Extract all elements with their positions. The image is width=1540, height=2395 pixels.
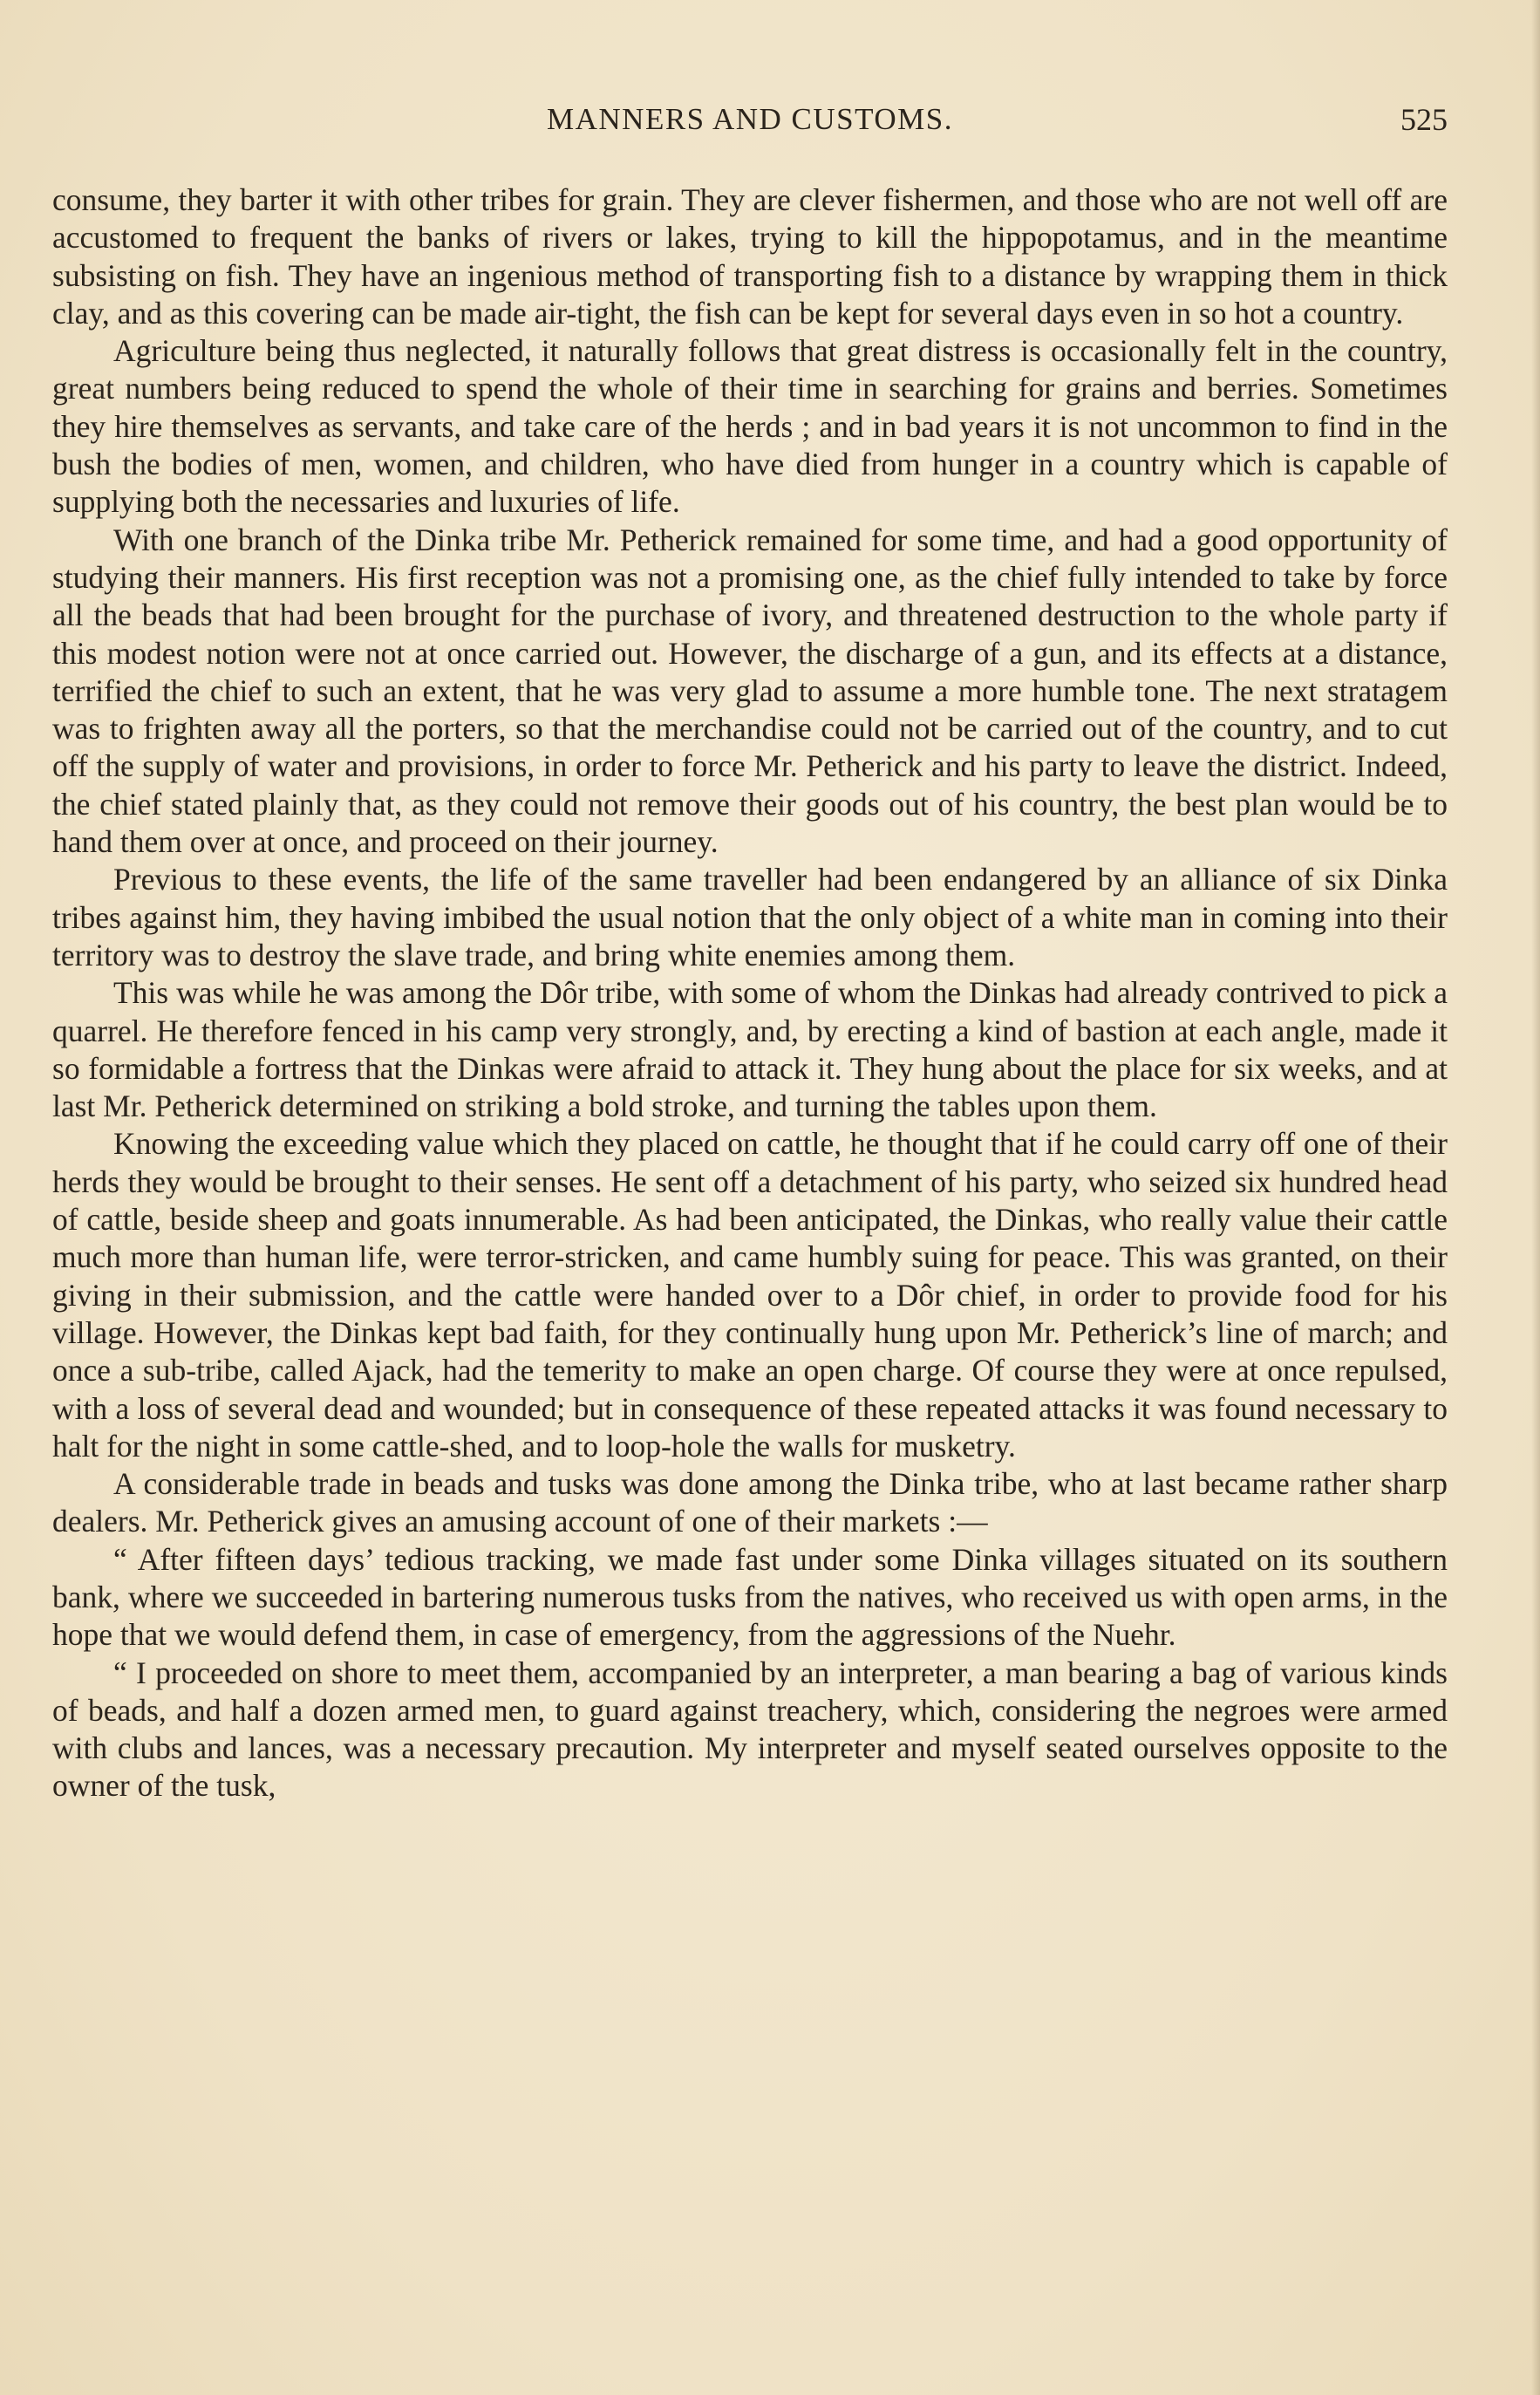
paragraph: Agriculture being thus neglected, it naturally follows that great distress is occasionally felt in the country, great numbers being reduced to spend the whole of their time in searching for grains and berries. Sometimes they hire themselves as servants, and take care of the herds ; and in bad years it is not uncommon to find in the bush the bodies of men, women, and children, who have died from hunger in a country which is capable of supplying both the necessaries and luxuries of life.: [52, 333, 1448, 520]
page-number: 525: [1400, 102, 1448, 137]
running-title: MANNERS AND CUSTOMS.: [547, 102, 953, 136]
paragraph-continuation: consume, they barter it with other tribes for grain. They are clever fishermen, and those who are not well off are accustomed to frequent the banks of rivers or lakes, trying to kill the hippopotamus, and in the meantime subsisting on fish. They have an ingenious method of transporting fish to a distance by wrapping them in thick clay, and as this covering can be made air-tight, the fish can be kept for several days even in so hot a country.: [52, 182, 1448, 331]
paragraph: With one branch of the Dinka tribe Mr. Petherick remained for some time, and had a good opportunity of studying their manners. His first reception was not a promising one, as the chief fully intended to take by force all the beads that had been brought for the purchase of ivory, and threatened destruction to the whole party if this modest notion were not at once carried out. However, the discharge of a gun, and its effects at a distance, terrified the chief to such an extent, that he was very glad to assume a more humble tone. The next stratagem was to frighten away all the porters, so that the merchandise could not be carried out of the country, and to cut off the supply of water and provisions, in order to force Mr. Petherick and his party to leave the district. Indeed, the chief stated plainly that, as they could not remove their goods out of his country, the best plan would be to hand them over at once, and proceed on their journey.: [52, 522, 1448, 860]
paragraph: A considerable trade in beads and tusks was done among the Dinka tribe, who at last became rather sharp dealers. Mr. Petherick gives an amusing account of one of their markets :—: [52, 1466, 1448, 1539]
paragraph: Knowing the exceeding value which they placed on cattle, he thought that if he could carry off one of their herds they would be brought to their senses. He sent off a detachment of his party, who seized six hundred head of cattle, beside sheep and goats innumerable. As had been anticipated, the Dinkas, who really value their cattle much more than human life, were terror-stricken, and came humbly suing for peace. This was granted, on their giving in their submission, and the cattle were handed over to a Dôr chief, in order to provide food for his village. However, the Dinkas kept bad faith, for they continually hung upon Mr. Petherick’s line of march; and once a sub-tribe, called Ajack, had the temerity to make an open charge. Of course they were at once repulsed, with a loss of several dead and wounded; but in consequence of these repeated attacks it was found necessary to halt for the night in some cattle-shed, and to loop-hole the walls for musketry.: [52, 1126, 1448, 1464]
paragraph: Previous to these events, the life of the same traveller had been endangered by an alliance of six Dinka tribes against him, they having imbibed the usual notion that the only object of a white man in coming into their territory was to destroy the slave trade, and bring white enemies among them.: [52, 862, 1448, 972]
body-text: [52, 181, 1448, 1805]
running-head: [52, 98, 1448, 141]
paragraph: This was while he was among the Dôr tribe, with some of whom the Dinkas had already contrived to pick a quarrel. He therefore fenced in his camp very strongly, and, by erecting a kind of bastion at each angle, made it so formidable a fortress that the Dinkas were afraid to attack it. They hung about the place for six weeks, and at last Mr. Petherick determined on striking a bold stroke, and turning the tables upon them.: [52, 975, 1448, 1124]
page-edge-shadow: [1531, 0, 1540, 2395]
quoted-paragraph: “ After fifteen days’ tedious tracking, we made fast under some Dinka villages situated on its southern bank, where we succeeded in bartering numerous tusks from the natives, who received us with open arms, in the hope that we would defend them, in case of emergency, from the aggressions of the Nuehr.: [52, 1541, 1448, 1653]
quoted-paragraph: “ I proceeded on shore to meet them, accompanied by an interpreter, a man bearing a bag of various kinds of beads, and half a dozen armed men, to guard against treachery, which, considering the negroes were armed with clubs and lances, was a necessary precaution. My interpreter and myself seated ourselves opposite to the owner of the tusk,: [52, 1655, 1448, 1804]
